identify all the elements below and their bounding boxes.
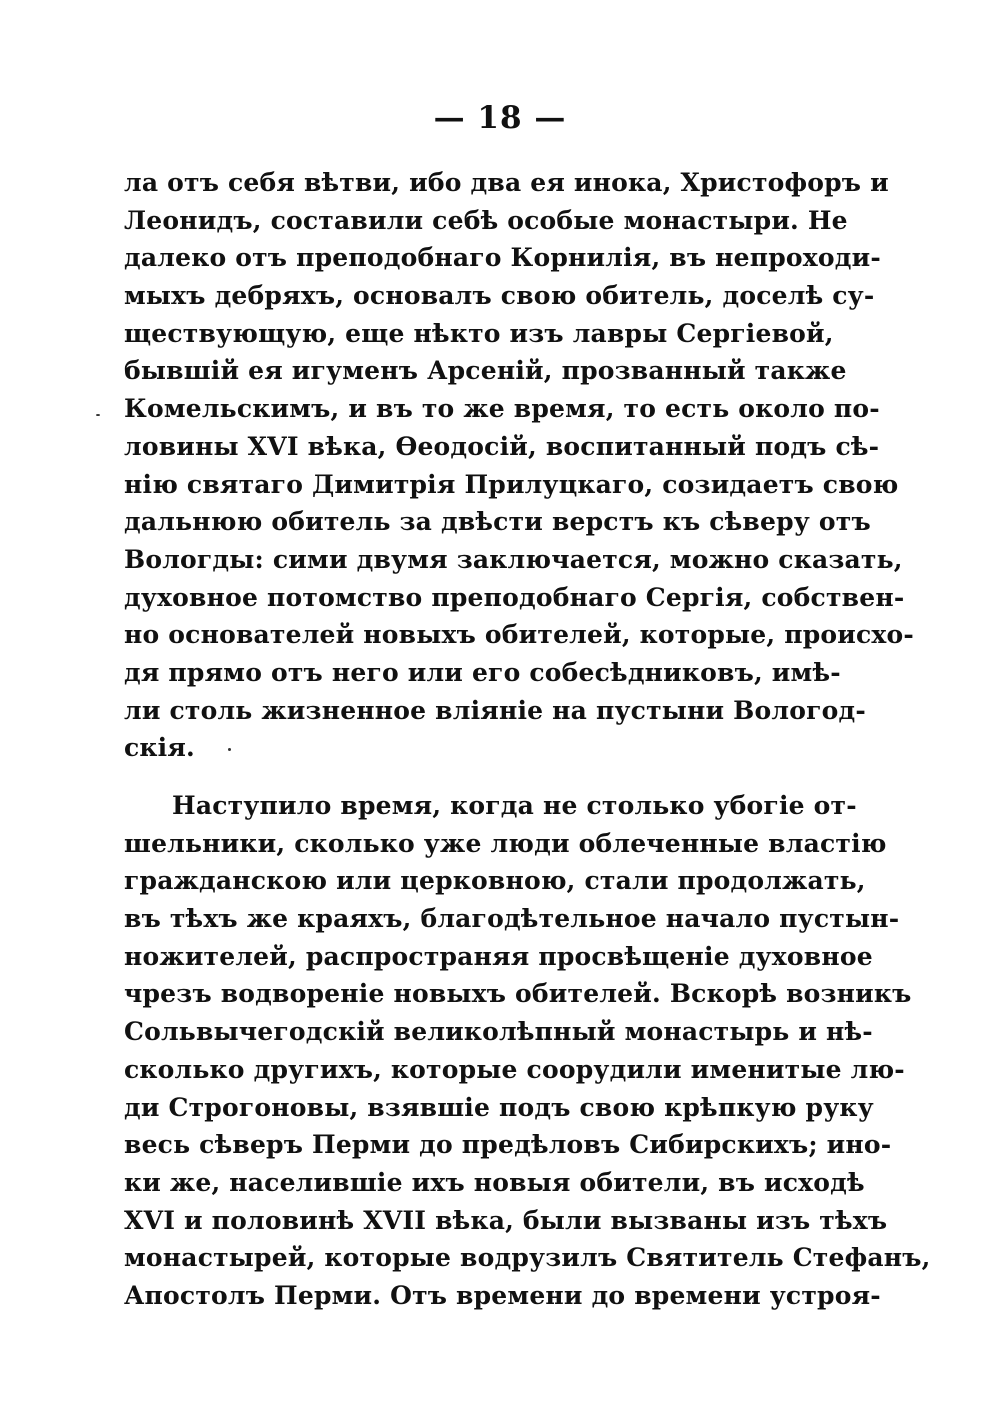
text-line: чрезъ водвореніе новыхъ обителей. Вскорѣ возникъ <box>124 979 912 1009</box>
page-number: — 18 — <box>433 100 567 136</box>
text-line: ли столь жизненное вліяніе на пустыни Вологод- <box>124 695 866 725</box>
text-line: ла отъ себя вѣтви, ибо два ея инока, Христофоръ и <box>124 168 889 197</box>
text-line: Наступило время, когда не столько убогіе от- <box>172 791 857 820</box>
text-line: далеко отъ преподобнаго Корнилія, въ непроходи- <box>124 243 881 273</box>
text-line: Вологды: сими двумя заключается, можно сказать, <box>124 544 903 574</box>
text-line: мыхъ дебряхъ, основалъ свою обитель, доселѣ су- <box>124 281 875 311</box>
text-line: бывшій ея игуменъ Арсеній, прозванный также <box>124 356 847 386</box>
text-line: ди Строгоновы, взявшіе подъ свою крѣпкую руку <box>124 1092 874 1122</box>
text-line: Леонидъ, составили себѣ особые монастыри. Не <box>124 205 848 235</box>
text-line: скія. <box>124 733 195 763</box>
text-line: въ тѣхъ же краяхъ, благодѣтельное начало пустын- <box>124 904 900 934</box>
text-line: нію святаго Димитрія Прилуцкаго, созидаетъ свою <box>124 469 899 499</box>
text-line: Сольвычегодскій великолѣпный монастырь и нѣ- <box>124 1017 873 1047</box>
text-line: ловины XVI вѣка, Өеодосій, воспитанный подъ сѣ- <box>124 431 880 461</box>
paragraph-2 <box>124 787 931 1315</box>
text-line: монастырей, которые водрузилъ Святитель Стефанъ, <box>124 1243 931 1273</box>
text-line: Комельскимъ, и въ то же время, то есть около по- <box>124 394 880 424</box>
text-line: дальнюю обитель за двѣсти верстъ къ сѣверу отъ <box>124 507 871 537</box>
text-line: ножителей, распространяя просвѣщеніе духовное <box>124 941 873 971</box>
text-line: ки же, населившіе ихъ новыя обители, въ исходѣ <box>124 1167 865 1197</box>
text-line: дя прямо отъ него или его собесѣдниковъ, имѣ- <box>124 657 841 687</box>
paragraph-gap <box>124 767 814 787</box>
text-line: ществующую, еще нѣкто изъ лавры Сергіевой, <box>124 318 834 348</box>
paragraph-1 <box>124 164 914 767</box>
text-line: сколько другихъ, которые соорудили именитые лю- <box>124 1054 905 1084</box>
text-line: духовное потомство преподобнаго Сергія, собствен- <box>124 582 905 612</box>
text-line: шельники, сколько уже люди облеченные властію <box>124 828 887 858</box>
text-line: Апостолъ Перми. Отъ времени до времени устроя- <box>124 1280 881 1310</box>
text-line: XVI и половинѣ XVII вѣка, были вызваны изъ тѣхъ <box>124 1205 888 1235</box>
body-text <box>124 164 931 1315</box>
scan-speck <box>96 414 100 416</box>
text-line: но основателей новыхъ обителей, которые, происхо- <box>124 620 914 650</box>
text-line: гражданскою или церковною, стали продолжать, <box>124 866 866 896</box>
text-line: весь сѣверъ Перми до предѣловъ Сибирскихъ; ино- <box>124 1130 892 1160</box>
scan-speck <box>228 748 231 751</box>
